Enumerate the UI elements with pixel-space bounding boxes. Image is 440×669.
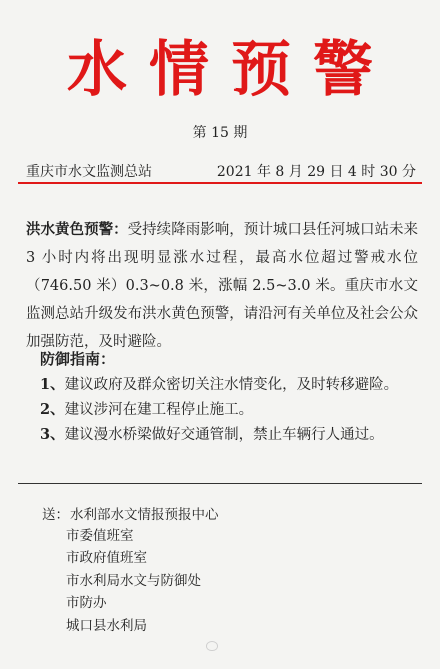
- guidance-item-text: 建议漫水桥梁做好交通管制，禁止车辆行人通过。: [64, 427, 384, 443]
- warning-label: 洪水黄色预警：: [26, 221, 128, 238]
- recipient: 水利部水文情报预报中心: [70, 507, 219, 523]
- guidance-item: [40, 398, 253, 419]
- guidance-item: [40, 373, 398, 394]
- guidance-item-number: 1、: [40, 376, 65, 393]
- guidance-item: [40, 423, 384, 444]
- guidance-item-text: 建议政府及群众密切关注水情变化，及时转移避险。: [64, 377, 399, 393]
- issuing-agency: 重庆市水文监测总站: [26, 164, 152, 180]
- watermark: [206, 641, 218, 651]
- issue-number: 第 15 期: [192, 125, 248, 141]
- guidance-item-number: 2、: [40, 401, 65, 418]
- guidance-item-text: 建议涉河在建工程停止施工。: [64, 402, 254, 418]
- recipient: 市防办: [66, 595, 107, 611]
- distribution-label: 送：: [42, 507, 69, 523]
- document-title: 水情预警: [67, 35, 395, 105]
- recipient: 市政府值班室: [66, 550, 147, 566]
- red-divider: [18, 182, 422, 184]
- section-divider: [18, 483, 422, 484]
- recipient: 城口县水利局: [66, 618, 147, 634]
- recipient: 市委值班室: [66, 528, 134, 544]
- recipient: 市水利局水文与防御处: [66, 573, 201, 589]
- guidance-item-number: 3、: [40, 426, 65, 443]
- issue-date: 2021 年 8 月 29 日 4 时 30 分: [216, 164, 416, 180]
- guidance-title: 防御指南：: [40, 350, 116, 368]
- weibo-icon: [206, 641, 218, 651]
- warning-text: 受持续降雨影响，预计城口县任河城口站未来 3 小时内将出现明显涨水过程，最高水位超过警戒水位（746.50 米）0.3~0.8 米，涨幅 2.5~3.0 米。重庆市水文监测总站升级发布洪水黄色预警，请沿河有关单位及社会公众加强防范，及时避险。: [26, 222, 419, 350]
- warning-paragraph: [26, 216, 418, 356]
